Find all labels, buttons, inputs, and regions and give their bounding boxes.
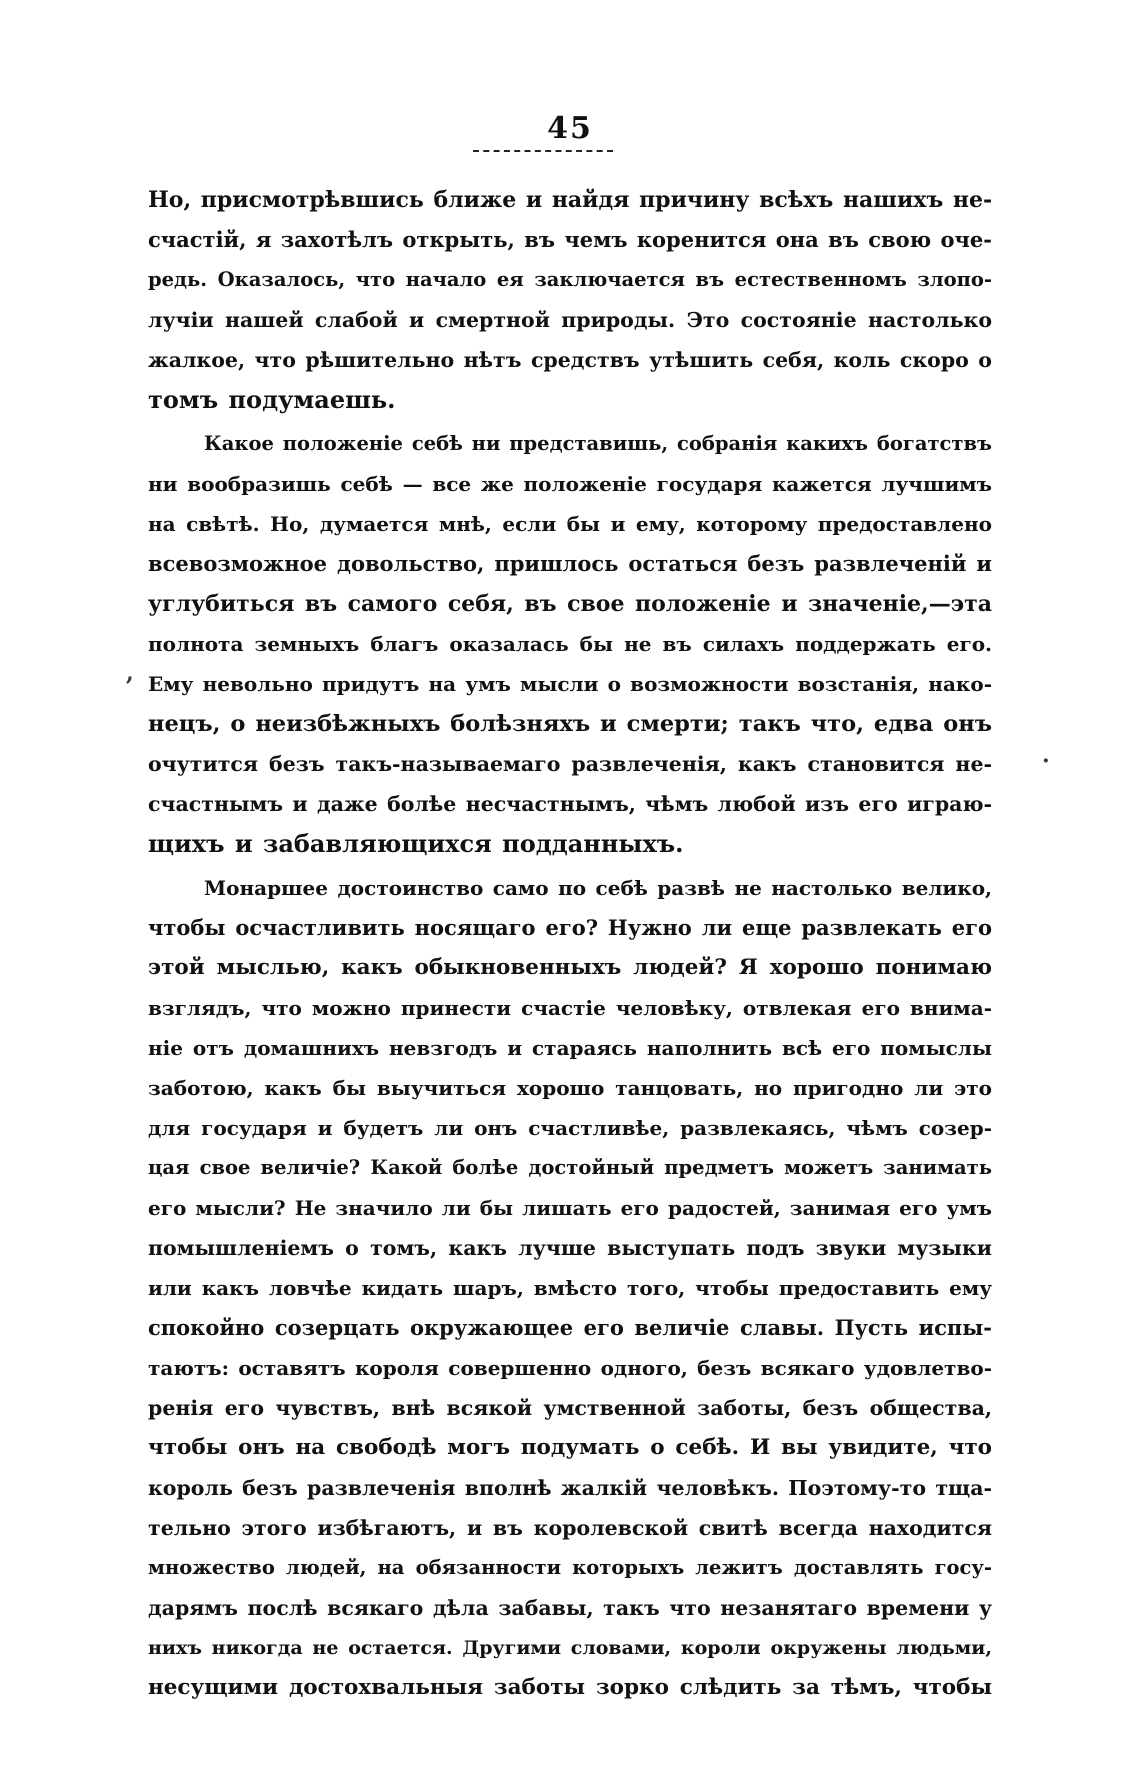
text-line: счастій, я захотѣлъ открыть, въ чемъ коренится она въ свою оче- xyxy=(148,227,992,252)
text-line: Какое положеніе себѣ ни представишь, собранія какихъ богатствъ xyxy=(204,432,992,455)
text-line: дарямъ послѣ всякаго дѣла забавы, такъ что незанятаго времени у xyxy=(148,1596,992,1620)
text-line: взглядъ, что можно принести счастіе человѣку, отвлекая его внима- xyxy=(148,996,992,1020)
text-line: жалкое, что рѣшительно нѣтъ средствъ утѣшить себя, коль скоро о xyxy=(148,348,992,372)
text-line: его мысли? Не значило ли бы лишать его радостей, занимая его умъ xyxy=(148,1196,992,1220)
text-line: очутится безъ такъ-называемаго развлеченія, какъ становится не- xyxy=(148,752,992,776)
text-line: нихъ никогда не остается. Другими словами, короли окружены людьми, xyxy=(148,1637,992,1659)
text-line: нецъ, о неизбѣжныхъ болѣзняхъ и смерти; такъ что, едва онъ xyxy=(148,711,992,737)
text-line: помышленіемъ о томъ, какъ лучше выступать подъ звуки музыки xyxy=(148,1236,992,1260)
text-line: король безъ развлеченія вполнѣ жалкій человѣкъ. Поэтому-то тща- xyxy=(148,1476,992,1500)
page-number-rule xyxy=(473,150,613,152)
text-line: или какъ ловчѣе кидать шаръ, вмѣсто того, чтобы предоставить ему xyxy=(148,1276,992,1300)
text-line: таютъ: оставятъ короля совершенно одного, безъ всякаго удовлетво- xyxy=(148,1356,992,1380)
text-line: углубиться въ самого себя, въ свое положеніе и значеніе,—эта xyxy=(148,591,992,617)
text-line: щихъ и забавляющихся подданныхъ. xyxy=(148,829,684,858)
page-number: 45 xyxy=(547,111,593,146)
text-line: Монаршее достоинство само по себѣ развѣ не настолько велико, xyxy=(204,876,992,900)
text-block xyxy=(148,180,992,1708)
text-line: полнота земныхъ благъ оказалась бы не въ силахъ поддержать его. xyxy=(148,632,992,656)
text-line: несущими достохвальныя заботы зорко слѣдить за тѣмъ, чтобы xyxy=(148,1675,992,1700)
text-line: тельно этого избѣгаютъ, и въ королевской свитѣ всегда находится xyxy=(148,1516,992,1540)
text-line: ренія его чувствъ, внѣ всякой умственной заботы, безъ общества, xyxy=(148,1396,992,1420)
paragraph-1 xyxy=(148,180,992,420)
paragraph-2 xyxy=(148,424,992,864)
text-line: цая свое величіе? Какой болѣе достойный предметъ можетъ занимать xyxy=(148,1156,992,1179)
text-line: чтобы онъ на свободѣ могъ подумать о себѣ. И вы увидите, что xyxy=(148,1435,992,1460)
print-speck: · xyxy=(1042,748,1050,774)
text-line: ни вообразишь себѣ — все же положеніе государя кажется лучшимъ xyxy=(148,472,992,496)
text-line: томъ подумаешь. xyxy=(148,385,396,414)
text-line: чтобы осчастливить носящаго его? Нужно ли еще развлекать его xyxy=(148,915,992,940)
text-line: множество людей, на обязанности которыхъ лежитъ доставлять госу- xyxy=(148,1556,992,1579)
text-line: заботою, какъ бы выучиться хорошо танцовать, но пригодно ли это xyxy=(148,1076,992,1100)
text-line: для государя и будетъ ли онъ счастливѣе, развлекаясь, чѣмъ созер- xyxy=(148,1116,992,1140)
text-line: счастнымъ и даже болѣе несчастнымъ, чѣмъ любой изъ его играю- xyxy=(148,792,992,816)
text-line: Ему невольно придутъ на умъ мысли о возможности возстанія, нако- xyxy=(148,672,992,696)
text-line: редь. Оказалось, что начало ея заключается въ естественномъ злопо- xyxy=(148,268,992,291)
text-line: всевозможное довольство, пришлось остаться безъ развлеченій и xyxy=(148,551,992,576)
text-line: на свѣтѣ. Но, думается мнѣ, если бы и ему, которому предоставлено xyxy=(148,512,992,536)
text-line: спокойно созерцать окружающее его величіе славы. Пусть испы- xyxy=(148,1315,992,1340)
text-line: лучіи нашей слабой и смертной природы. Это состояніе настолько xyxy=(148,308,992,332)
text-line: ніе отъ домашнихъ невзгодъ и стараясь наполнить всѣ его помыслы xyxy=(148,1036,992,1060)
print-speck: , xyxy=(126,660,134,686)
text-line: Но, присмотрѣвшись ближе и найдя причину всѣхъ нашихъ не- xyxy=(148,187,993,213)
text-line: этой мыслью, какъ обыкновенныхъ людей? Я хорошо понимаю xyxy=(148,955,992,980)
paragraph-3 xyxy=(148,868,992,1708)
